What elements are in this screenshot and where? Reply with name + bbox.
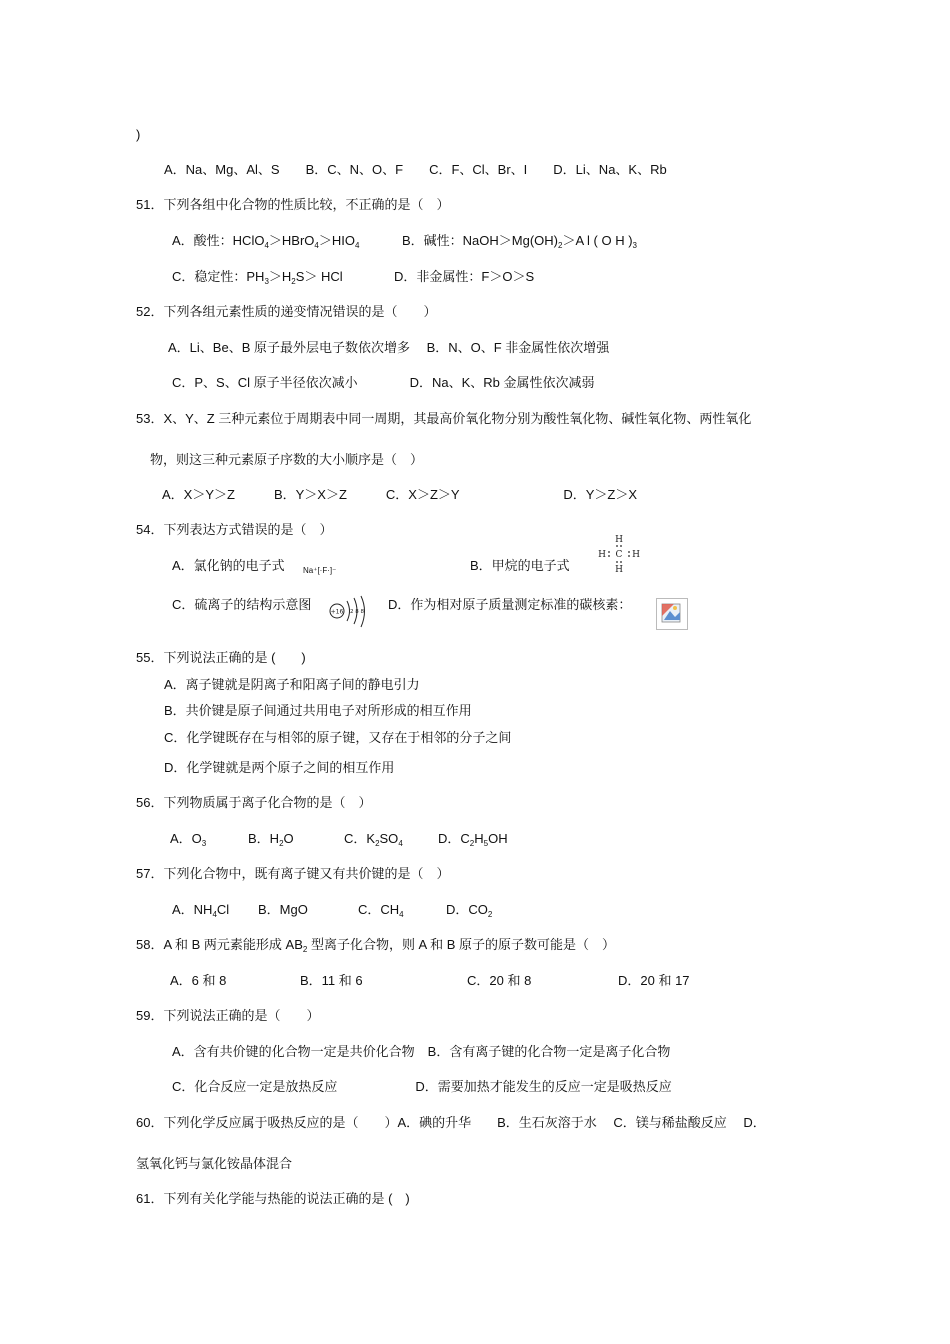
q57-option-d: D．$CO_2$: [446, 902, 493, 919]
q54-stem: 54．下列表达方式错误的是（ ）: [136, 522, 333, 537]
methane-h-left: H: [598, 550, 606, 560]
q53-stem-line1: 53．X、Y、Z 三种元素位于周期表中同一周期，其最高价氧化物分别为酸性氧化物、碱性氧化物、两性氧化: [136, 411, 752, 426]
methane-c: C: [615, 550, 623, 560]
q57-stem: 57．下列化合物中，既有离子键又有共价键的是（ ）: [136, 866, 450, 881]
methane-h-bottom: H: [615, 565, 623, 575]
q52-options-ab: A．Li、Be、B 原子最外层电子数依次增多 B．N、O、F 非金属性依次增强: [168, 340, 610, 355]
q51-stem: 51．下列各组中化合物的性质比较，不正确的是（ ）: [136, 197, 450, 212]
q52-options-cd: C．P、S、Cl 原子半径依次减小 D．Na、K、Rb 金属性依次减弱: [172, 375, 595, 390]
q58-stem: 58．A 和 B 两元素能形成 $AB_2$ 型离子化合物，则 A 和 B 原子的原子数可能是（ ）: [136, 937, 616, 954]
q54-option-b: B．甲烷的电子式: [470, 558, 570, 573]
q55-option-b: B．共价键是原子间通过共用电子对所形成的相互作用: [164, 703, 472, 718]
methane-h-top: H: [615, 535, 623, 545]
q57-option-b: B．MgO: [258, 902, 308, 917]
q59-options-cd: C．化合反应一定是放热反应 D．需要加热才能发生的反应一定是吸热反应: [172, 1079, 672, 1094]
q57-option-c: C．$CH_4$: [358, 902, 404, 919]
q60-stem-line2: 氢氧化钙与氯化铵晶体混合: [136, 1156, 293, 1171]
prev-question-tail: ): [136, 127, 141, 142]
q58-option-c: C．20 和 8: [467, 973, 532, 988]
q58-option-b: B．11 和 6: [300, 973, 363, 988]
methane-electron-dot-image: [597, 532, 641, 576]
nacl-electron-formula: Na⁺[·F·]⁻: [303, 566, 337, 575]
q59-stem: 59．下列说法正确的是（ ）: [136, 1008, 320, 1023]
q55-option-c: C．化学键既存在与相邻的原子键，又存在于相邻的分子之间: [164, 730, 512, 745]
q55-stem: 55．下列说法正确的是 ( ): [136, 650, 306, 665]
q54-option-a: A．氯化钠的电子式: [172, 558, 285, 573]
q53-options: A．X＞Y＞Z B．Y＞X＞Z C．X＞Z＞Y D．Y＞Z＞X: [162, 487, 638, 502]
q60-stem-line1: 60．下列化学反应属于吸热反应的是（ ）A．碘的升华 B．生石灰溶于水 C．镁与稀盐酸反应 D．: [136, 1115, 766, 1130]
methane-h-right: H: [632, 550, 640, 560]
q58-option-a: A．6 和 8: [170, 973, 227, 988]
q50-options: A．Na、Mg、Al、S B．C、N、O、F C．F、Cl、Br、I D．Li、Na、K、Rb: [164, 162, 667, 177]
q55-option-d: D．化学键就是两个原子之间的相互作用: [164, 760, 395, 775]
q56-stem: 56．下列物质属于离子化合物的是（ ）: [136, 795, 372, 810]
q56-option-b: B．$H_2O$: [248, 831, 294, 848]
sulfide-shell-electrons: 2 8 8: [350, 609, 364, 615]
q56-option-c: C．$K_2SO_4$: [344, 831, 403, 848]
q54-option-d: D．作为相对原子质量测定标准的碳核素：: [388, 597, 632, 612]
q52-stem: 52．下列各组元素性质的递变情况错误的是（ ）: [136, 304, 437, 319]
q51-option-d: D．非金属性：F＞O＞S: [394, 269, 535, 284]
q54-option-c: C．硫离子的结构示意图: [172, 597, 312, 612]
q61-stem: 61．下列有关化学能与热能的说法正确的是 ( ): [136, 1191, 410, 1206]
q55-option-a: A．离子键就是阴离子和阳离子间的静电引力: [164, 677, 420, 692]
q59-options-ab: A．含有共价键的化合物一定是共价化合物 B．含有离子键的化合物一定是离子化合物: [172, 1044, 671, 1059]
sulfide-nucleus-label: +16: [330, 608, 344, 616]
q57-option-a: A．$NH_4Cl$: [172, 902, 230, 919]
q56-option-d: D．$C_2H_5OH$: [438, 831, 508, 848]
q58-option-d: D．20 和 17: [618, 973, 690, 988]
q51-option-a: A．酸性：$HClO_4>HBrO_4>HIO_4$: [172, 233, 360, 250]
q56-option-a: A．$O_3$: [170, 831, 207, 848]
q53-stem-line2: 物，则这三种元素原子序数的大小顺序是（ ）: [150, 452, 424, 467]
broken-image-icon: [656, 598, 688, 630]
q51-option-b: B．碱性：$NaOH>Mg(OH)_2>A$ l ( O H )$_3$: [402, 233, 637, 250]
q51-option-c: C．稳定性：$PH_3>H_2S>$ HCl: [172, 269, 343, 286]
sulfide-ion-structure-diagram: [328, 594, 372, 630]
